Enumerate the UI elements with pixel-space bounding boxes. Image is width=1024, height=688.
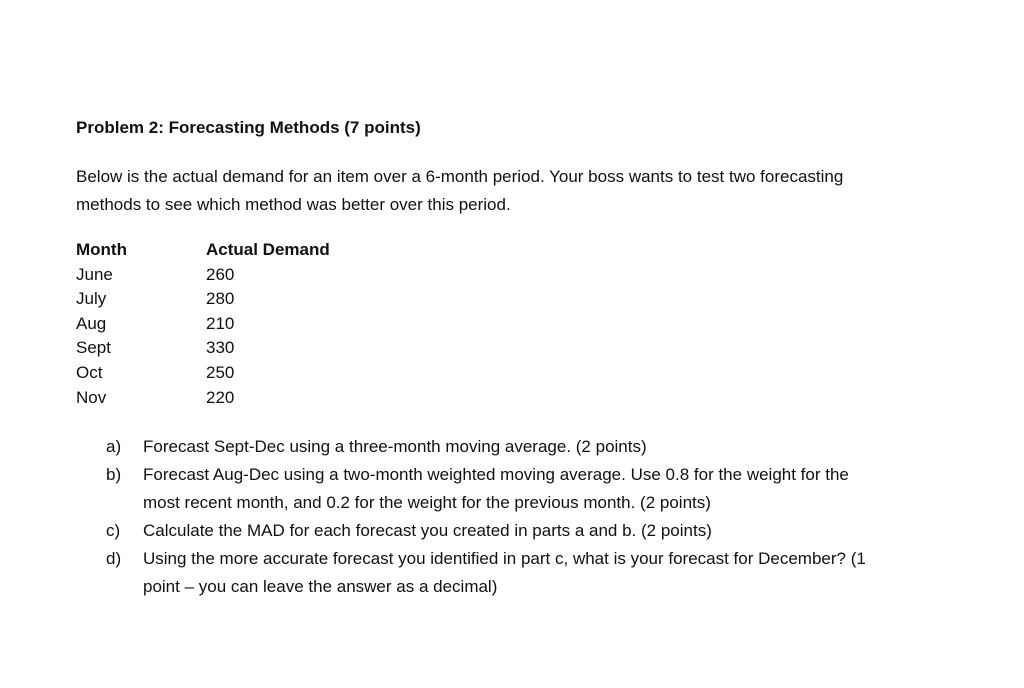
question-marker: d) bbox=[106, 549, 122, 568]
demand-table bbox=[76, 238, 406, 410]
month-cell: Sept bbox=[76, 338, 111, 358]
problem-title: Problem 2: Forecasting Methods (7 points) bbox=[76, 118, 421, 137]
table-row bbox=[76, 386, 406, 411]
table-row bbox=[76, 361, 406, 386]
column-header-actual-demand: Actual Demand bbox=[206, 240, 330, 259]
month-cell: July bbox=[76, 289, 107, 309]
month-cell: Aug bbox=[76, 313, 107, 333]
demand-cell: 260 bbox=[206, 264, 235, 284]
question-marker: a) bbox=[106, 437, 122, 456]
month-cell: Nov bbox=[76, 387, 107, 407]
demand-cell: 250 bbox=[206, 362, 235, 382]
demand-cell: 210 bbox=[206, 313, 235, 333]
month-cell: Oct bbox=[76, 362, 103, 382]
question-marker: c) bbox=[106, 521, 121, 540]
demand-cell: 330 bbox=[206, 338, 235, 358]
demand-cell: 220 bbox=[206, 387, 235, 407]
intro-line: Below is the actual demand for an item over a 6-month period. Your boss wants to test two forecasting bbox=[76, 167, 844, 186]
question-item bbox=[106, 461, 926, 517]
question-marker: b) bbox=[106, 465, 122, 484]
question-line: Calculate the MAD for each forecast you created in parts a and b. (2 points) bbox=[143, 521, 712, 540]
question-item bbox=[106, 545, 926, 601]
intro-line: methods to see which method was better over this period. bbox=[76, 195, 511, 214]
question-list bbox=[106, 433, 926, 601]
question-item bbox=[106, 433, 926, 461]
table-row bbox=[76, 287, 406, 312]
question-line: Using the more accurate forecast you identified in part c, what is your forecast for December? (1 bbox=[143, 549, 866, 568]
question-text bbox=[143, 545, 926, 601]
question-line: point – you can leave the answer as a decimal) bbox=[143, 577, 498, 596]
question-text bbox=[143, 461, 926, 517]
question-text bbox=[143, 517, 926, 545]
table-row bbox=[76, 312, 406, 337]
question-text bbox=[143, 433, 926, 461]
column-header-month: Month bbox=[76, 240, 127, 259]
question-line: Forecast Aug-Dec using a two-month weighted moving average. Use 0.8 for the weight for the bbox=[143, 465, 849, 484]
demand-cell: 280 bbox=[206, 289, 235, 309]
question-line: Forecast Sept-Dec using a three-month moving average. (2 points) bbox=[143, 437, 647, 456]
problem-intro bbox=[76, 163, 956, 219]
question-item bbox=[106, 517, 926, 545]
table-header-row bbox=[76, 238, 406, 263]
question-line: most recent month, and 0.2 for the weight for the previous month. (2 points) bbox=[143, 493, 711, 512]
table-row bbox=[76, 263, 406, 288]
month-cell: June bbox=[76, 264, 113, 284]
table-row bbox=[76, 336, 406, 361]
